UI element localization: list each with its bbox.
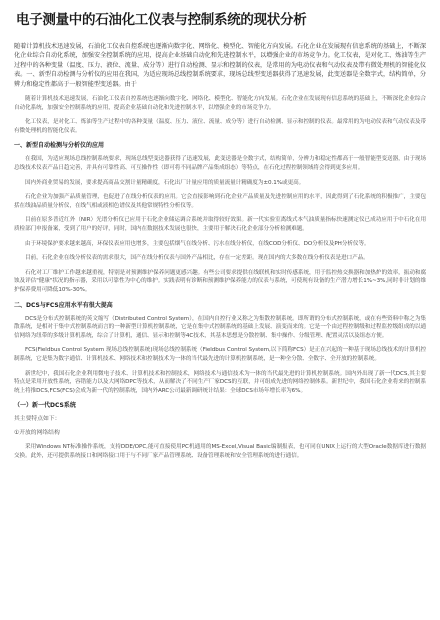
subsection-intro: 其主要特点如下： — [14, 416, 61, 423]
body-paragraph: 新世纪中，我国石化企业利用微电子技术、计算机技术和控制技术，网络技术与通信技术为一体的当代最先进的计算机控制系统。国内外出现了新一代DCS,其主要特点是采用开放性系统，容错能力以及大网络DPC等技术，从而解决了不同生产厂家DCS的互联，并可组成先进的网络控制体系。新世纪中，我国石化企业将来的控制系统上将推DCS,FCS(FCS)会成为新一代的控制系统，国内外ARC公司最新调研统计结果：全球DCS市场年增长率为6%。 — [14, 370, 426, 394]
lead-paragraph: 随着计算机技术迅速发展，石油化工仪表自控系统也逐渐向数字化、网络化、模型化、智能化方向发展。石化企业在发展现有信息系统的基础上，不断深化企业综合自动化系统，加强安全控制系统的应用，提高企业基础自动化和先进控制水平，以增强企业的市场竞争力。化工仪表，是对化工、炼油等生产过程中的各种变量（温度、压力、液位、流量、成分等）进行自动检测、显示和控制的仪表，是常用的为电动仪表和气动仪表及带有微处理机的智能化仪表。一、新型自动检测与分析仪的应用在我国，为适应现场总线控制系统要求，现场总线型变送器获得了迅速发展，此变送器是全数字式，结构简单，分辨力和稳定性都高于一般智能型变送器。由于 — [14, 43, 426, 88]
body-paragraph: 采用Windows NT标准操作系统，支持DDE/OPC,能可直接使用PC机通用的MS-Excel,Visual Basic编制报表，也可同在UNIX上运行的大型Oracle数据库进行数据交换。此外，还可提供系统接口和网络接口用于与不同厂家产品管理系统、设备管理系统和安全管理系统的进行通信。 — [14, 444, 426, 459]
body-paragraph: FCS(Fieldbus Control System 现场总线控制系统)现场总线控制系统（Fieldbus Control System,以下简称FCS）是正在兴起的一种基于现场总线技术的计算机控制系统，它是集为数字通信、计算机技术、网络技术和控制技术为一体的当代最先进的计算机控制系统，是一种全分散、全数字、全开放的控制系统。 — [14, 347, 426, 362]
article-body — [14, 42, 426, 466]
list-item: ①开放的网络结构 — [14, 430, 60, 437]
body-paragraph: 石化对工厂维护工作越来越重视，特别是对预测维护保养问题更感兴趣。有些公司要求提供在线联机和实时传感系统，用于监控热交换器和加热炉的效率，振动和腐蚀及评估"健康"状况的指示器，采用以可靠性为中心的维护。实践表明有诊断和预测维护保养能力的仪表与系统，可使现有设备的生产潜力增长1%~3%,同时非计划的维护保养费用可降低10%-30%。 — [14, 269, 426, 293]
body-paragraph: 在我国，为适应现场总线控制系统要求，现场总线型变送器获得了迅速发展，此变送器是全数字式，结构简单，分辨力和稳定性都高于一般智能型变送器，由于现场总线技术仪表产品日趋完善，并具有可靠性高、可互操作性（即可将不同品牌产品集成组态）等特点，在石化过程控制领域将会得到更多应用。 — [14, 156, 426, 171]
body-paragraph: 石化企业为加强产品质量管理，也促进了在线分析仪表的应用。它会直接影响到石化企业产品质量及先进控制应用的水平，因此得到了石化系统的积极推广，主要包括在线油品质量分析仪，在线气相或液相色谱仪及其他常规特性分析仪等。 — [14, 194, 426, 209]
section-heading: 二、DCS与FCS应用水平有很大提高 — [14, 301, 113, 309]
body-paragraph: 目前，石化企业在线分析仪表的需求很大，国产在线分析仪表与国外产品相比，存在一定差距。现在国内的大多数在线分析仪表是进口产品。 — [25, 255, 369, 262]
body-paragraph: 随着计算机技术迅速发展，石油化工仪表自控系统也逐渐向数字化、网络化、模型化、智能化方向发展。石化企业在发展现有信息系统的基础上，不断深化企业综合自动化系统，加强安全控制系统的应用，提高企业基础自动化和先进控制水平，以增强企业的市场竞争力。 — [14, 96, 426, 111]
subsection-heading: （一）新一代DCS系统 — [14, 402, 76, 410]
body-paragraph: 由于环境保护要求越来越高，环保仪表应用也增多，主要包括烟气在线分析、污水在线分析仪，在线COD分析仪、DO分析仪及PH分析仪等。 — [25, 240, 370, 247]
article-title: 电子测量中的石油化工仪表与控制系统的现状分析 — [16, 12, 307, 28]
body-paragraph: 目前在原多普近红外（NIR）光谱分析仪已应用于石化企业储运调合系统并取得较好效果。新一代实验室离线式本气油质量指标快速测定仪已成功应用于中石化在用质检部门申报备案，受到了用户的好评，同时，国内在数据技术发展也很快，主要用于解决石化企业部分分析检测难题。 — [14, 217, 426, 232]
body-paragraph: DCS是分布式控制系统的英文缩写（Distributed Control System），在国内自控行业又称之为集散控制系统。即所谓的分布式控制系统，或在有些资料中称之为集散系统，是相对于集中式控制系统而言的一种新型计算机控制系统，它是在集中式控制系统的基础上发展、演变而来的。它是一个由过程控制级和过程监控级组成的以通信网络为纽带的多级计算机系统，综合了计算机，通信、显示和控制等4C技术，其基本思想是分散控制、集中操作、分级管理、配置灵活以及组态方便。 — [14, 315, 426, 339]
body-paragraph: 化工仪表，是对化工、炼油等生产过程中的各种变量（温度、压力、液位、流量、成分等）进行自动检测、显示和控制的仪表。最常用的为电动仪表和气动仪表及带有微处理机的智能化仪表。 — [14, 119, 426, 134]
section-heading: 一、新型自动检测与分析仪的应用 — [14, 142, 105, 150]
body-paragraph: 国内外商业贸易的发展，要求提高商品交割计量精确度，石化出厂计量应用的质量流量计精确度为±0.1%或更高。 — [25, 179, 305, 186]
